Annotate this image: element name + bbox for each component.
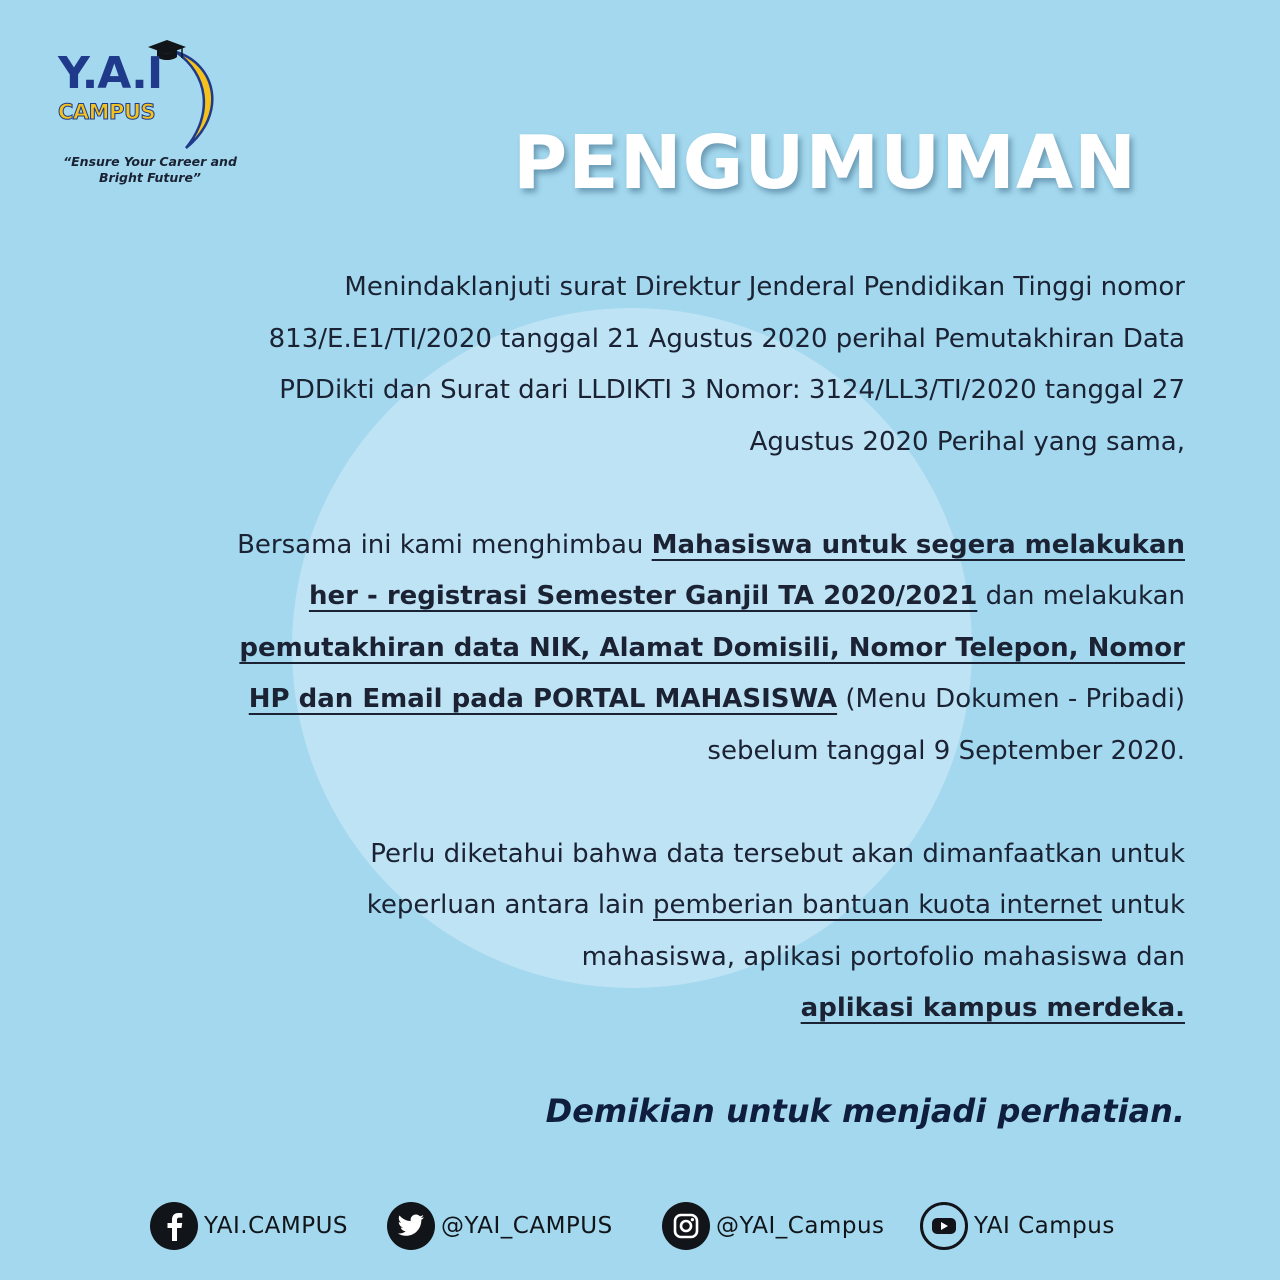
paragraph2-menu: (Menu Dokumen - Pribadi) bbox=[837, 684, 1185, 714]
social-media-bar bbox=[150, 1200, 1150, 1252]
paragraph3-line-2 bbox=[100, 880, 1185, 932]
yai-campus-logo bbox=[50, 38, 250, 198]
paragraph3-line2-pre: keperluan antara lain bbox=[366, 890, 654, 920]
paragraph2-line-2 bbox=[100, 571, 1185, 623]
facebook-label: YAI.CAMPUS bbox=[204, 1213, 349, 1239]
highlight-data-update-b: HP dan Email pada PORTAL MAHASISWA bbox=[248, 684, 838, 714]
tagline-line-2: Bright Future” bbox=[99, 170, 201, 185]
highlight-registration-a: Mahasiswa untuk segera melakukan bbox=[651, 529, 1185, 560]
social-facebook[interactable] bbox=[150, 1200, 348, 1252]
page-title: PENGUMUMAN bbox=[512, 120, 1138, 206]
twitter-label: @YAI_CAMPUS bbox=[441, 1213, 613, 1239]
paragraph2-intro: Bersama ini kami menghimbau bbox=[237, 529, 652, 560]
paragraph2-line-4 bbox=[100, 674, 1185, 726]
youtube-icon bbox=[920, 1202, 968, 1250]
paragraph2-deadline: sebelum tanggal 9 September 2020. bbox=[707, 735, 1185, 766]
logo-yai-text: Y.A.I bbox=[58, 48, 163, 99]
social-twitter[interactable] bbox=[387, 1200, 613, 1252]
paragraph1-line-4: Agustus 2020 Perihal yang sama, bbox=[749, 426, 1185, 457]
logo-campus-text: CAMPUS bbox=[58, 100, 156, 124]
paragraph3-line2-post: untuk bbox=[1102, 890, 1185, 920]
closing-statement: Demikian untuk menjadi perhatian. bbox=[545, 1092, 1185, 1130]
quota-internet-link: pemberian bantuan kuota internet bbox=[653, 890, 1103, 920]
paragraph3-line-1: Perlu diketahui bahwa data tersebut akan dimanfaatkan untuk bbox=[370, 838, 1185, 869]
facebook-icon bbox=[150, 1202, 198, 1250]
paragraph-purpose bbox=[100, 829, 1185, 1035]
paragraph1-line-3: PDDikti dan Surat dari LLDIKTI 3 Nomor: 3124/LL3/TI/2020 tanggal 27 bbox=[279, 375, 1185, 405]
paragraph2-mid: dan melakukan bbox=[977, 581, 1185, 611]
highlight-registration-b: her - registrasi Semester Ganjil TA 2020/2021 bbox=[308, 581, 978, 611]
paragraph2-line-1 bbox=[100, 520, 1185, 572]
twitter-icon bbox=[387, 1202, 435, 1250]
announcement-body bbox=[100, 262, 1185, 1086]
paragraph-reference bbox=[100, 262, 1185, 468]
instagram-icon bbox=[662, 1202, 710, 1250]
social-youtube[interactable] bbox=[920, 1200, 1115, 1252]
paragraph3-line-3: mahasiswa, aplikasi portofolio mahasiswa dan bbox=[581, 941, 1185, 972]
paragraph-instruction bbox=[100, 520, 1185, 778]
paragraph3-line-4 bbox=[100, 983, 1185, 1035]
kampus-merdeka-link: aplikasi kampus merdeka. bbox=[800, 993, 1185, 1023]
instagram-label: @YAI_Campus bbox=[716, 1213, 885, 1239]
tagline-line-1: “Ensure Your Career and bbox=[63, 154, 237, 169]
social-instagram[interactable] bbox=[662, 1200, 885, 1252]
paragraph1-line-1: Menindaklanjuti surat Direktur Jenderal Pendidikan Tinggi nomor bbox=[344, 272, 1185, 302]
highlight-data-update-a: pemutakhiran data NIK, Alamat Domisili, Nomor Telepon, Nomor bbox=[239, 632, 1185, 663]
paragraph2-line-3 bbox=[100, 623, 1185, 675]
youtube-label: YAI Campus bbox=[974, 1213, 1115, 1239]
logo-tagline bbox=[50, 154, 250, 186]
paragraph1-line-2: 813/E.E1/TI/2020 tanggal 21 Agustus 2020 perihal Pemutakhiran Data bbox=[268, 323, 1185, 354]
